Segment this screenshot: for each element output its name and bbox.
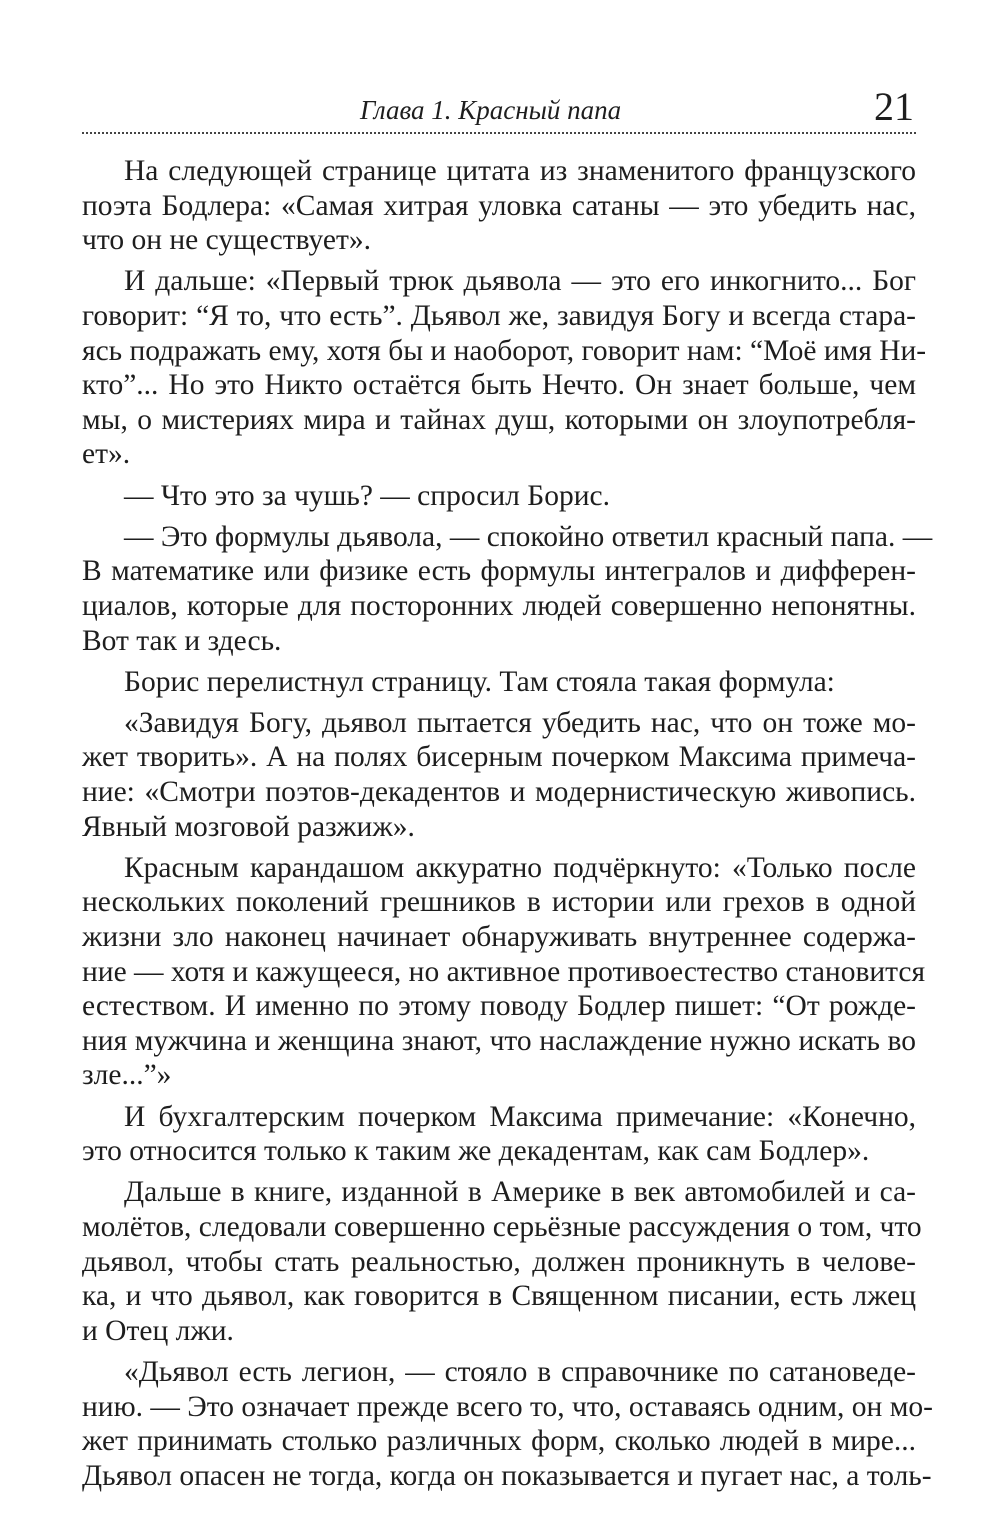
paragraph: [82, 706, 916, 844]
text-line: Красным карандашом аккуратно подчёркнуто: «Только после: [124, 851, 916, 884]
text-line: говорит: “Я то, что есть”. Дьявол же, завидуя Богу и всегда стара-: [82, 299, 916, 332]
running-header: [82, 84, 916, 134]
text-line: нию. — Это означает прежде всего то, что, оставаясь одним, он мо-: [82, 1390, 933, 1423]
paragraph: [82, 665, 916, 700]
body-text: [82, 154, 933, 1500]
text-line: жет принимать столько различных форм, сколько людей в мире...: [82, 1425, 916, 1458]
book-page: [82, 0, 933, 1518]
paragraph: [82, 479, 916, 514]
chapter-title: Глава 1. Красный папа: [360, 95, 622, 125]
paragraph: [82, 1355, 933, 1493]
text-line: поэта Бодлера: «Самая хитрая уловка сатаны — это убедить нас,: [82, 189, 916, 222]
paragraph: [82, 1100, 916, 1169]
paragraph: [82, 1175, 922, 1348]
text-line: зле...”»: [82, 1059, 172, 1092]
text-line: ние: «Смотри поэтов-декадентов и модернистическую живопись.: [82, 776, 916, 809]
paragraph: [82, 851, 926, 1093]
text-line: ния мужчина и женщина знают, что наслаждение нужно искать во: [82, 1024, 916, 1057]
text-line: Дальше в книге, изданной в Америке в век автомобилей и са-: [124, 1176, 916, 1209]
text-line: И дальше: «Первый трюк дьявола — это его инкогнито... Бог: [124, 265, 916, 298]
text-line: На следующей странице цитата из знаменитого французского: [124, 155, 916, 187]
text-line: — Что это за чушь? — спросил Борис.: [124, 479, 610, 512]
text-line: В математике или физике есть формулы интегралов и дифферен-: [82, 555, 916, 588]
text-line: мы, о мистериях мира и тайнах душ, которыми он злоупотребля-: [82, 403, 916, 436]
text-line: это относится только к таким же декадентам, как сам Бодлер».: [82, 1135, 870, 1168]
paragraph: [82, 264, 927, 472]
text-line: Борис перелистнул страницу. Там стояла такая формула:: [124, 665, 835, 698]
text-line: ка, и что дьявол, как говорится в Священном писании, есть лжец: [82, 1280, 916, 1313]
text-line: дьявол, чтобы стать реальностью, должен проникнуть в челове-: [82, 1245, 916, 1278]
text-line: что он не существует».: [82, 224, 372, 257]
paragraph: [82, 520, 933, 658]
text-line: циалов, которые для посторонних людей совершенно непонятны.: [82, 589, 916, 622]
text-line: жизни зло наконец начинает обнаруживать внутреннее содержа-: [82, 921, 916, 954]
text-line: — Это формулы дьявола, — спокойно ответил красный папа. —: [124, 520, 933, 553]
paragraph: [82, 154, 916, 258]
text-line: нескольких поколений грешников в истории или грехов в одной: [82, 886, 916, 919]
text-line: ет».: [82, 438, 131, 471]
text-line: ние — хотя и кажущееся, но активное противоестество становится: [82, 955, 926, 988]
text-line: «Дьявол есть легион, — стояло в справочнике по сатановеде-: [124, 1355, 916, 1388]
text-line: И бухгалтерским почерком Максима примечание: «Конечно,: [124, 1100, 916, 1133]
text-line: «Завидуя Богу, дьявол пытается убедить нас, что он тоже мо-: [124, 706, 916, 739]
text-line: Вот так и здесь.: [82, 624, 282, 657]
text-line: естеством. И именно по этому поводу Бодлер пишет: “От рожде-: [82, 990, 916, 1023]
text-line: Явный мозговой разжиж».: [82, 810, 415, 843]
text-line: молётов, следовали совершенно серьёзные рассуждения о том, что: [82, 1210, 922, 1243]
page-number: 21: [874, 84, 914, 129]
text-line: жет творить». А на полях бисерным почерком Максима примеча-: [82, 741, 916, 774]
text-line: и Отец лжи.: [82, 1314, 234, 1347]
text-line: Дьявол опасен не тогда, когда он показывается и пугает нас, а толь-: [82, 1459, 932, 1492]
text-line: ясь подражать ему, хотя бы и наоборот, говорит нам: “Моё имя Ни-: [82, 334, 927, 367]
text-line: кто”... Но это Никто остаётся быть Нечто. Он знает больше, чем: [82, 369, 916, 402]
